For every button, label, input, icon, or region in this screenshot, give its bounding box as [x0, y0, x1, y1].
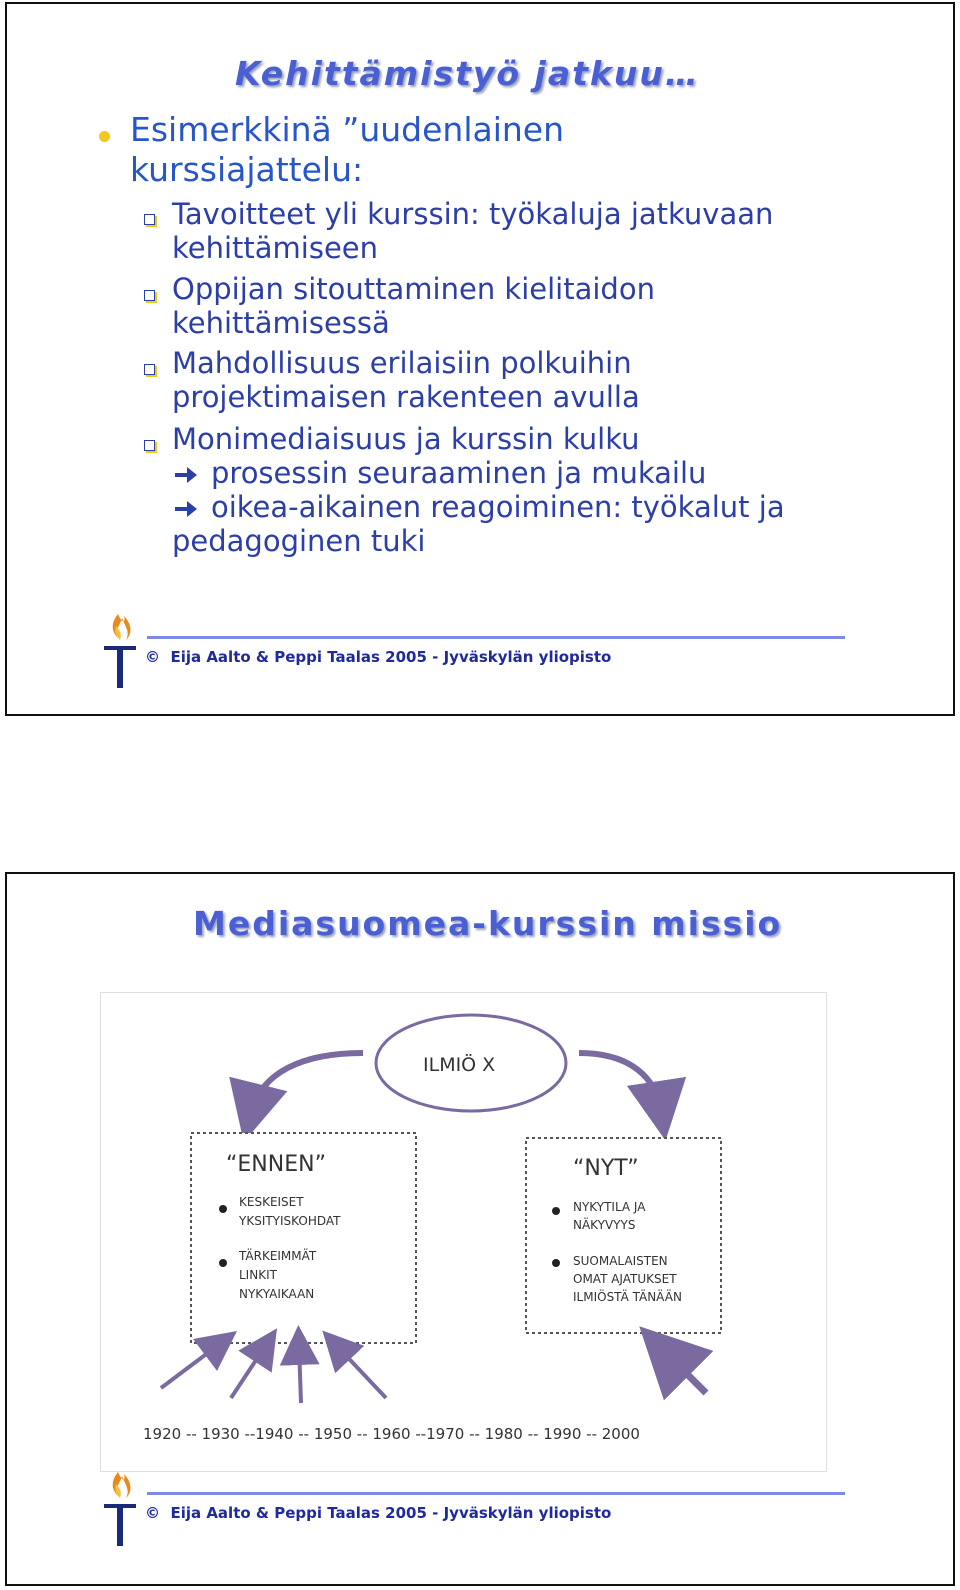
- slide-1: [5, 2, 955, 716]
- arrow-up-3: [299, 1345, 301, 1403]
- list-bullet-icon: [552, 1259, 560, 1267]
- arrow-up-1: [161, 1343, 221, 1388]
- arrow-right-icon: [173, 498, 199, 520]
- right-point-1-line1: NYKYTILA JA: [573, 1200, 646, 1214]
- sub-item-1: prosessin seuraaminen ja mukailu: [211, 456, 707, 490]
- copyright-symbol: ©: [145, 1504, 160, 1522]
- bullet-dot-icon: [99, 131, 110, 142]
- left-point-2-line3: NYKYAIKAAN: [239, 1287, 315, 1301]
- slide-title: Kehittämistyö jatkuu…: [235, 54, 700, 93]
- university-torch-logo: [100, 612, 140, 690]
- left-box-heading: “ENNEN”: [226, 1152, 326, 1177]
- sub-item-continuation: pedagoginen tuki: [172, 524, 426, 558]
- item-2-line1: Oppijan sitouttaminen kielitaidon: [172, 272, 655, 306]
- slide-2: [5, 872, 955, 1586]
- sub-item-2: oikea-aikainen reagoiminen: työkalut ja: [211, 490, 785, 524]
- list-bullet-icon: [219, 1259, 227, 1267]
- footer-credit: Eija Aalto & Peppi Taalas 2005 - Jyväskylän yliopisto: [170, 648, 612, 666]
- arrow-to-right-box: [579, 1053, 661, 1111]
- left-point-1-line1: KESKEISET: [239, 1195, 304, 1209]
- item-3-line2: projektimaisen rakenteen avulla: [172, 380, 640, 414]
- footer-text: [145, 648, 611, 666]
- arrow-up-2: [231, 1345, 266, 1398]
- item-2-line2: kehittämisessä: [172, 306, 390, 340]
- checkbox-bullet-icon: [144, 214, 155, 225]
- mission-diagram: [100, 992, 827, 1472]
- left-point-1-line2: YKSITYISKOHDAT: [239, 1214, 341, 1228]
- checkbox-bullet-icon: [144, 364, 155, 375]
- footer-credit: Eija Aalto & Peppi Taalas 2005 - Jyväskylän yliopisto: [170, 1504, 612, 1522]
- right-point-2-line2: OMAT AJATUKSET: [573, 1272, 677, 1286]
- right-point-2-line3: ILMIÖSTÄ TÄNÄÄN: [573, 1290, 682, 1304]
- item-1-line2: kehittämiseen: [172, 231, 379, 265]
- footer-text: [145, 1504, 611, 1522]
- left-point-2-line2: LINKIT: [239, 1268, 277, 1282]
- arrow-right-icon: [173, 464, 199, 486]
- right-box-heading: “NYT”: [573, 1156, 639, 1181]
- arrow-up-right: [664, 1351, 706, 1393]
- footer-divider: [147, 1492, 845, 1495]
- checkbox-bullet-icon: [144, 440, 155, 451]
- list-bullet-icon: [219, 1205, 227, 1213]
- university-torch-logo: [100, 1470, 140, 1548]
- arrow-up-4: [336, 1345, 386, 1398]
- phenomenon-label: ILMIÖ X: [423, 1054, 496, 1076]
- footer-divider: [147, 636, 845, 639]
- timeline: 1920 -- 1930 --1940 -- 1950 -- 1960 --1970 -- 1980 -- 1990 -- 2000: [143, 1425, 640, 1443]
- right-point-2-line1: SUOMALAISTEN: [573, 1254, 668, 1268]
- arrow-to-left-box: [251, 1053, 363, 1113]
- slide-title: Mediasuomea-kurssin missio: [193, 904, 783, 943]
- item-4-line1: Monimediaisuus ja kurssin kulku: [172, 422, 640, 456]
- bullet-text-line2: kurssiajattelu:: [130, 150, 364, 189]
- right-point-1-line2: NÄKYVYYS: [573, 1218, 636, 1232]
- bullet-text-line1: Esimerkkinä ”uudenlainen: [130, 110, 565, 149]
- copyright-symbol: ©: [145, 648, 160, 666]
- left-point-2-line1: TÄRKEIMMÄT: [239, 1249, 317, 1263]
- item-3-line1: Mahdollisuus erilaisiin polkuihin: [172, 346, 632, 380]
- list-bullet-icon: [552, 1207, 560, 1215]
- checkbox-bullet-icon: [144, 290, 155, 301]
- item-1-line1: Tavoitteet yli kurssin: työkaluja jatkuvaan: [172, 197, 774, 231]
